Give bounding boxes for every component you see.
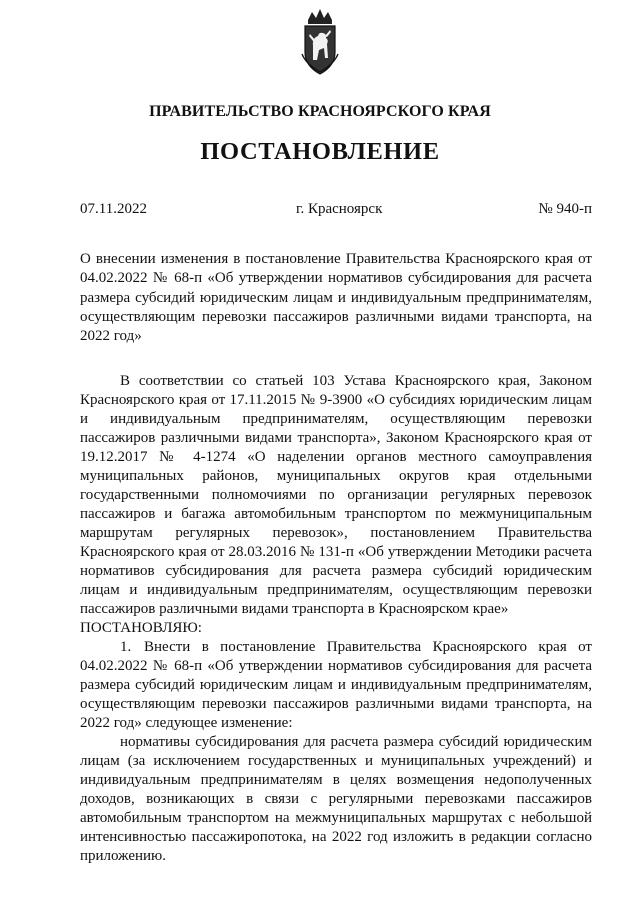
item-1-text: Внести в постановление Правительства Красноярского края от 04.02.2022 № 68-п «Об утверждении нормативов субсидирования для расчета размера субсидий юридическим лицам и индивидуальным предпринимателям, осуществляющим перевозки пассажиров различными видами транспорта, на 2022 год» следующее изменение: [80,639,592,731]
document-date: 07.11.2022 [80,201,147,217]
government-title: ПРАВИТЕЛЬСТВО КРАСНОЯРСКОГО КРАЯ [149,103,491,120]
decree-word: ПОСТАНОВЛЯЮ: [80,620,202,636]
item-1-sub-paragraph: нормативы субсидирования для расчета размера субсидий юридическим лицам (за исключением государственных и муниципальных учреждений) и индивидуальным предпринимателям в целях возмещения недополученных доходов, возникающих в связи с регулярными перевозками пассажиров автомобильным транспортом на межмуниципальных маршрутах с небольшой интенсивностью пассажиропотока, на 2022 год изложить в редакции согласно приложению. [80,734,592,864]
document-number: № 940-п [538,201,592,217]
item-1-number: 1. [120,639,132,655]
item-1-paragraph [80,638,592,733]
document-body [80,372,592,866]
preamble-paragraph: В соответствии со статьей 103 Устава Красноярского края, Законом Красноярского края от 17.11.2015 № 9-3900 «О субсидиях юридическим лицам и индивидуальным предпринимателям, осуществляющим перевозки пассажиров различными видами транспорта», Законом Красноярского края от 19.12.2017 № 4-1274 «О наделении органов местного самоуправления муниципальных районов, муниципальных округов края отдельными государственными полномочиями по организации регулярных перевозок пассажиров и багажа автомобильным транспортом по межмуниципальным маршрутам регулярных перевозок», постановлением Правительства Красноярского края от 28.03.2016 № 131-п «Об утверждении Методики расчета нормативов субсидирования для расчета размера субсидий юридическим лицам и индивидуальным предпринимателям, осуществляющим перевозки пассажиров различными видами транспорта в Красноярском крае» [80,373,592,617]
document-type-title: ПОСТАНОВЛЕНИЕ [200,138,440,165]
coat-of-arms-icon [298,6,342,78]
document-subject: О внесении изменения в постановление Правительства Красноярского края от 04.02.2022 № 68-п «Об утверждении нормативов субсидирования для расчета размера субсидий юридическим лицам и индивидуальным предпринимателям, осуществляющим перевозки пассажиров различными видами транспорта, на 2022 год» [80,251,592,345]
document-city: г. Красноярск [296,201,383,217]
